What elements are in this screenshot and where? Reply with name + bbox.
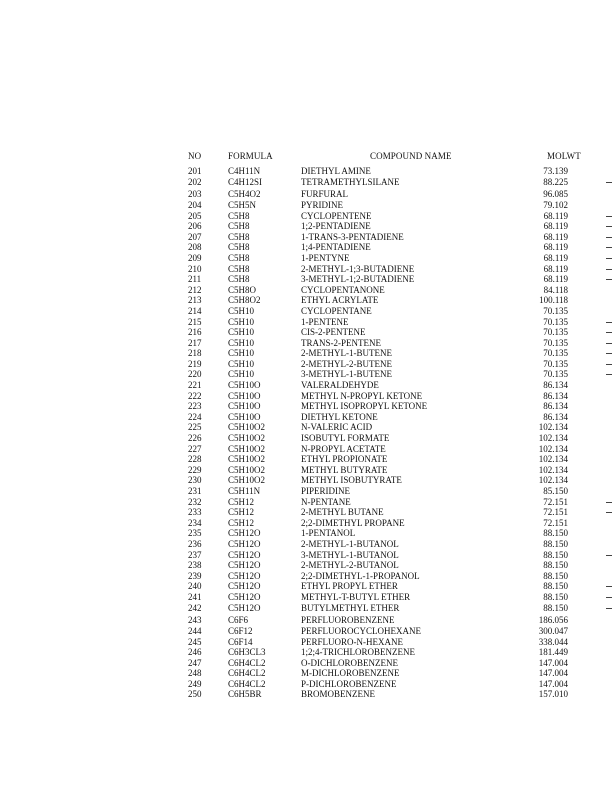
- row-compound-name: PERFLUORO-N-HEXANE: [301, 636, 403, 647]
- row-compound-name: PERFLUOROBENZENE: [301, 615, 395, 626]
- row-no: 220: [188, 369, 202, 380]
- table-row: [0, 637, 612, 648]
- row-molwt: 88.150: [543, 591, 568, 602]
- row-formula: C5H12: [228, 507, 255, 518]
- row-no: 209: [188, 252, 202, 263]
- row-formula: C5H12O: [228, 581, 261, 592]
- row-molwt: 86.134: [543, 380, 568, 391]
- row-compound-name: TETRAMETHYLSILANE: [301, 176, 400, 187]
- row-no: 249: [188, 678, 202, 689]
- table-row: [0, 177, 612, 188]
- table-row: [0, 433, 612, 444]
- table-row: [0, 560, 612, 571]
- row-formula: C5H8: [228, 242, 250, 253]
- row-molwt: 72.151: [543, 517, 568, 528]
- table-row: [0, 647, 612, 658]
- row-formula: C5H10: [228, 337, 255, 348]
- row-no: 237: [188, 549, 202, 560]
- row-molwt: 86.134: [543, 401, 568, 412]
- row-no: 206: [188, 221, 202, 232]
- row-no: 222: [188, 390, 202, 401]
- row-compound-name: 3-METHYL-1;2-BUTADIENE: [301, 274, 415, 285]
- table-row: [0, 592, 612, 603]
- row-compound-name: CYCLOPENTENE: [301, 210, 372, 221]
- table-row: [0, 422, 612, 433]
- margin-dash-mark: [606, 353, 612, 354]
- row-no: 201: [188, 166, 202, 176]
- table-row: [0, 200, 612, 211]
- row-molwt: 96.085: [543, 189, 568, 200]
- row-formula: C5H8: [228, 210, 250, 221]
- row-compound-name: CYCLOPENTANONE: [301, 284, 385, 295]
- row-compound-name: TRANS-2-PENTENE: [301, 337, 381, 348]
- table-row: [0, 475, 612, 486]
- margin-dash-mark: [606, 343, 612, 344]
- row-formula: C6H4CL2: [228, 678, 266, 689]
- row-no: 207: [188, 231, 202, 242]
- margin-dash-mark: [606, 258, 612, 259]
- table-row: [0, 528, 612, 539]
- table-row: [0, 242, 612, 253]
- margin-dash-mark: [606, 216, 612, 217]
- row-compound-name: 1-PENTANOL: [301, 528, 356, 539]
- row-compound-name: METHYL BUTYRATE: [301, 464, 388, 475]
- table-row: [0, 571, 612, 582]
- row-molwt: 70.135: [543, 348, 568, 359]
- row-no: 239: [188, 570, 202, 581]
- row-formula: C5H12: [228, 496, 255, 507]
- row-formula: C5H10: [228, 369, 255, 380]
- row-molwt: 186.056: [538, 615, 568, 626]
- row-formula: C5H10O2: [228, 454, 266, 465]
- row-compound-name: BUTYLMETHYL ETHER: [301, 602, 400, 613]
- row-molwt: 102.134: [538, 422, 568, 433]
- row-formula: C5H8: [228, 231, 250, 242]
- margin-dash-mark: [606, 182, 612, 183]
- table-row: [0, 603, 612, 614]
- row-no: 212: [188, 284, 202, 295]
- row-compound-name: 2-METHYL-1-BUTANOL: [301, 538, 399, 549]
- row-no: 214: [188, 305, 202, 316]
- table-row: [0, 626, 612, 637]
- row-molwt: 70.135: [543, 358, 568, 369]
- row-compound-name: 2-METHYL-1-BUTENE: [301, 348, 392, 359]
- margin-dash-mark: [606, 555, 612, 556]
- row-molwt: 84.118: [543, 284, 568, 295]
- row-molwt: 300.047: [538, 625, 568, 636]
- row-compound-name: METHYL ISOBUTYRATE: [301, 475, 402, 486]
- row-compound-name: 2-METHYL-2-BUTANOL: [301, 560, 399, 571]
- row-compound-name: P-DICHLOROBENZENE: [301, 678, 397, 689]
- row-formula: C6F12: [228, 625, 253, 636]
- row-no: 243: [188, 615, 202, 626]
- row-no: 241: [188, 591, 202, 602]
- row-formula: C6H4CL2: [228, 657, 266, 668]
- row-molwt: 86.134: [543, 411, 568, 422]
- row-compound-name: O-DICHLOROBENZENE: [301, 657, 398, 668]
- row-molwt: 147.004: [538, 668, 568, 679]
- row-no: 240: [188, 581, 202, 592]
- row-no: 229: [188, 464, 202, 475]
- row-formula: C5H12O: [228, 570, 261, 581]
- row-no: 218: [188, 348, 202, 359]
- row-compound-name: METHYL-T-BUTYL ETHER: [301, 591, 411, 602]
- row-no: 235: [188, 528, 202, 539]
- margin-dash-mark: [606, 332, 612, 333]
- row-compound-name: 2-METHYL BUTANE: [301, 507, 384, 518]
- row-molwt: 88.150: [543, 581, 568, 592]
- row-molwt: 73.139: [543, 166, 568, 176]
- table-row: [0, 518, 612, 529]
- row-formula: C5H5N: [228, 199, 257, 210]
- row-no: 248: [188, 668, 202, 679]
- row-compound-name: 2;2-DIMETHYL-1-PROPANOL: [301, 570, 420, 581]
- row-no: 211: [188, 274, 202, 285]
- row-no: 204: [188, 199, 202, 210]
- row-molwt: 72.151: [543, 496, 568, 507]
- row-formula: C5H10O2: [228, 475, 266, 486]
- row-compound-name: DIETHYL AMINE: [301, 166, 371, 176]
- row-formula: C5H8: [228, 252, 250, 263]
- table-row: [0, 338, 612, 349]
- row-compound-name: 2-METHYL-1;3-BUTADIENE: [301, 263, 415, 274]
- row-formula: C5H12O: [228, 591, 261, 602]
- row-molwt: 68.119: [543, 221, 568, 232]
- table-row: [0, 581, 612, 592]
- row-no: 228: [188, 454, 202, 465]
- row-formula: C5H10O: [228, 380, 261, 391]
- row-formula: C5H11N: [228, 486, 261, 496]
- table-row: [0, 306, 612, 317]
- header-no: NO: [188, 151, 202, 161]
- row-molwt: 72.151: [543, 507, 568, 518]
- row-molwt: 79.102: [543, 199, 568, 210]
- row-compound-name: 1-TRANS-3-PENTADIENE: [301, 231, 404, 242]
- row-no: 234: [188, 517, 202, 528]
- row-molwt: 147.004: [538, 678, 568, 689]
- row-compound-name: 3-METHYL-1-BUTANOL: [301, 549, 399, 560]
- row-molwt: 102.134: [538, 475, 568, 486]
- margin-dash-mark: [606, 279, 612, 280]
- margin-dash-mark: [606, 322, 612, 323]
- row-compound-name: N-VALERIC ACID: [301, 422, 373, 433]
- table-row: [0, 689, 612, 700]
- table-row: [0, 264, 612, 275]
- table-row: [0, 444, 612, 455]
- row-no: 202: [188, 176, 202, 187]
- margin-dash-mark: [606, 502, 612, 503]
- row-no: 247: [188, 657, 202, 668]
- row-no: 215: [188, 316, 202, 327]
- row-molwt: 88.150: [543, 560, 568, 571]
- table-row: [0, 285, 612, 296]
- row-molwt: 70.135: [543, 369, 568, 380]
- table-row: [0, 486, 612, 497]
- row-molwt: 70.135: [543, 316, 568, 327]
- row-formula: C5H8: [228, 274, 250, 285]
- table-row: [0, 348, 612, 359]
- table-row: [0, 359, 612, 370]
- row-no: 246: [188, 647, 202, 658]
- row-formula: C6H5BR: [228, 689, 262, 700]
- table-row: [0, 401, 612, 412]
- row-no: 217: [188, 337, 202, 348]
- row-formula: C5H10: [228, 358, 255, 369]
- row-compound-name: 1-PENTYNE: [301, 252, 350, 263]
- row-no: 213: [188, 295, 202, 306]
- table-row: [0, 658, 612, 669]
- row-molwt: 88.150: [543, 528, 568, 539]
- row-molwt: 88.150: [543, 602, 568, 613]
- row-molwt: 68.119: [543, 231, 568, 242]
- row-formula: C5H12O: [228, 528, 261, 539]
- compound-table: [0, 166, 612, 700]
- row-no: 231: [188, 486, 202, 496]
- margin-dash-mark: [606, 247, 612, 248]
- table-row: [0, 412, 612, 423]
- row-compound-name: PIPERIDINE: [301, 486, 350, 496]
- row-compound-name: ETHYL ACRYLATE: [301, 295, 379, 306]
- row-no: 225: [188, 422, 202, 433]
- row-molwt: 88.150: [543, 538, 568, 549]
- row-compound-name: BROMOBENZENE: [301, 689, 375, 700]
- row-formula: C6H3CL3: [228, 647, 266, 658]
- row-formula: C4H12SI: [228, 176, 263, 187]
- row-no: 227: [188, 443, 202, 454]
- row-formula: C5H10O2: [228, 443, 266, 454]
- table-row: [0, 211, 612, 222]
- row-formula: C5H10: [228, 305, 255, 316]
- row-compound-name: N-PENTANE: [301, 496, 351, 507]
- table-row: [0, 317, 612, 328]
- row-formula: C5H10O: [228, 411, 261, 422]
- row-formula: C5H12O: [228, 560, 261, 571]
- row-molwt: 68.119: [543, 263, 568, 274]
- row-compound-name: ETHYL PROPIONATE: [301, 454, 388, 465]
- margin-dash-mark: [606, 608, 612, 609]
- margin-dash-mark: [606, 226, 612, 227]
- row-molwt: 70.135: [543, 305, 568, 316]
- row-molwt: 88.225: [543, 176, 568, 187]
- row-formula: C5H10O: [228, 401, 261, 412]
- row-formula: C6F14: [228, 636, 253, 647]
- margin-dash-mark: [606, 597, 612, 598]
- row-formula: C5H8O: [228, 284, 257, 295]
- row-compound-name: PERFLUOROCYCLOHEXANE: [301, 625, 422, 636]
- table-row: [0, 550, 612, 561]
- row-molwt: 68.119: [543, 242, 568, 253]
- row-no: 230: [188, 475, 202, 486]
- row-molwt: 88.150: [543, 549, 568, 560]
- table-row: [0, 253, 612, 264]
- table-row: [0, 507, 612, 518]
- row-no: 244: [188, 625, 202, 636]
- row-no: 210: [188, 263, 202, 274]
- row-molwt: 102.134: [538, 433, 568, 444]
- table-row: [0, 380, 612, 391]
- table-row: [0, 465, 612, 476]
- row-compound-name: FURFURAL: [301, 189, 349, 200]
- row-no: 216: [188, 327, 202, 338]
- margin-dash-mark: [606, 364, 612, 365]
- row-compound-name: 1;4-PENTADIENE: [301, 242, 371, 253]
- row-compound-name: 1;2;4-TRICHLOROBENZENE: [301, 647, 415, 658]
- row-formula: C4H11N: [228, 166, 261, 176]
- margin-dash-mark: [606, 269, 612, 270]
- row-no: 245: [188, 636, 202, 647]
- row-formula: C5H8O2: [228, 295, 261, 306]
- row-formula: C5H12O: [228, 549, 261, 560]
- table-row: [0, 615, 612, 626]
- table-row: [0, 274, 612, 285]
- row-formula: C6H4CL2: [228, 668, 266, 679]
- table-row: [0, 668, 612, 679]
- row-molwt: 102.134: [538, 464, 568, 475]
- header-molwt: MOLWT: [547, 151, 581, 161]
- row-no: 219: [188, 358, 202, 369]
- row-no: 221: [188, 380, 202, 391]
- header-formula: FORMULA: [228, 151, 273, 161]
- table-row: [0, 539, 612, 550]
- row-formula: C5H8: [228, 263, 250, 274]
- row-molwt: 102.134: [538, 454, 568, 465]
- row-compound-name: VALERALDEHYDE: [301, 380, 379, 391]
- row-compound-name: PYRIDINE: [301, 199, 343, 210]
- row-compound-name: N-PROPYL ACETATE: [301, 443, 386, 454]
- row-molwt: 68.119: [543, 252, 568, 263]
- margin-dash-mark: [606, 586, 612, 587]
- row-formula: C5H12O: [228, 602, 261, 613]
- row-molwt: 88.150: [543, 570, 568, 581]
- row-molwt: 100.118: [539, 295, 568, 306]
- header-compound-name: COMPOUND NAME: [370, 151, 452, 161]
- row-compound-name: 3-METHYL-1-BUTENE: [301, 369, 392, 380]
- row-no: 205: [188, 210, 202, 221]
- table-row: [0, 221, 612, 232]
- row-compound-name: METHYL N-PROPYL KETONE: [301, 390, 423, 401]
- row-no: 242: [188, 602, 202, 613]
- row-molwt: 86.134: [543, 390, 568, 401]
- row-formula: C5H10O2: [228, 464, 266, 475]
- margin-dash-mark: [606, 512, 612, 513]
- table-row: [0, 327, 612, 338]
- row-formula: C5H4O2: [228, 189, 261, 200]
- row-molwt: 181.449: [538, 647, 568, 658]
- row-molwt: 70.135: [543, 327, 568, 338]
- row-compound-name: CYCLOPENTANE: [301, 305, 372, 316]
- row-formula: C5H10O2: [228, 433, 266, 444]
- row-no: 238: [188, 560, 202, 571]
- row-molwt: 68.119: [543, 210, 568, 221]
- row-formula: C5H10O2: [228, 422, 266, 433]
- margin-dash-mark: [606, 237, 612, 238]
- row-molwt: 85.150: [543, 486, 568, 496]
- row-molwt: 70.135: [543, 337, 568, 348]
- row-molwt: 147.004: [538, 657, 568, 668]
- table-row: [0, 679, 612, 690]
- row-formula: C5H8: [228, 221, 250, 232]
- row-no: 232: [188, 496, 202, 507]
- row-compound-name: ETHYL PROPYL ETHER: [301, 581, 398, 592]
- table-row: [0, 189, 612, 200]
- row-molwt: 102.134: [538, 443, 568, 454]
- row-compound-name: METHYL ISOPROPYL KETONE: [301, 401, 428, 412]
- row-compound-name: ISOBUTYL FORMATE: [301, 433, 390, 444]
- table-row: [0, 391, 612, 402]
- row-compound-name: CIS-2-PENTENE: [301, 327, 366, 338]
- row-no: 203: [188, 189, 202, 200]
- row-formula: C5H12O: [228, 538, 261, 549]
- row-molwt: 157.010: [538, 689, 568, 700]
- row-compound-name: 2;2-DIMETHYL PROPANE: [301, 517, 405, 528]
- row-formula: C5H10: [228, 316, 255, 327]
- table-row: [0, 166, 612, 177]
- row-no: 233: [188, 507, 202, 518]
- margin-dash-mark: [606, 374, 612, 375]
- row-compound-name: 2-METHYL-2-BUTENE: [301, 358, 392, 369]
- row-molwt: 338.044: [538, 636, 568, 647]
- table-row: [0, 232, 612, 243]
- row-no: 236: [188, 538, 202, 549]
- table-row: [0, 295, 612, 306]
- row-no: 208: [188, 242, 202, 253]
- row-formula: C5H10: [228, 327, 255, 338]
- table-row: [0, 497, 612, 508]
- row-molwt: 68.119: [543, 274, 568, 285]
- row-compound-name: M-DICHLOROBENZENE: [301, 668, 400, 679]
- row-no: 223: [188, 401, 202, 412]
- row-formula: C5H12: [228, 517, 255, 528]
- row-no: 224: [188, 411, 202, 422]
- row-formula: C5H10O: [228, 390, 261, 401]
- row-formula: C6F6: [228, 615, 249, 626]
- row-compound-name: DIETHYL KETONE: [301, 411, 378, 422]
- row-no: 226: [188, 433, 202, 444]
- row-no: 250: [188, 689, 202, 700]
- table-row: [0, 369, 612, 380]
- row-compound-name: 1;2-PENTADIENE: [301, 221, 371, 232]
- table-row: [0, 454, 612, 465]
- row-formula: C5H10: [228, 348, 255, 359]
- row-compound-name: 1-PENTENE: [301, 316, 349, 327]
